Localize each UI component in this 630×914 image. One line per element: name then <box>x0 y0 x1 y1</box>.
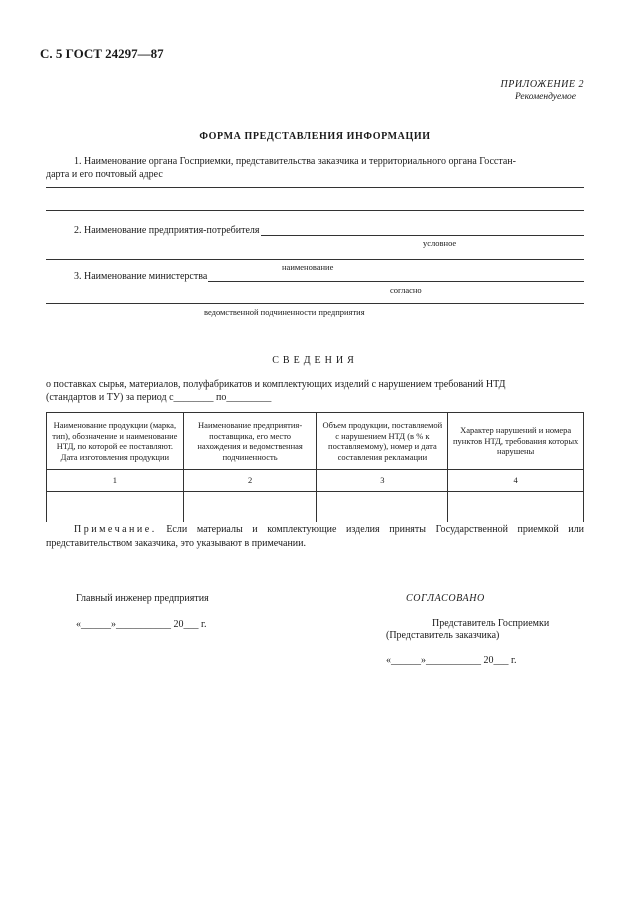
table-empty-cell <box>317 492 448 523</box>
item2-caption-2: наименование <box>282 262 334 272</box>
item1-line2: дарта и его почтовый адрес <box>46 169 163 180</box>
table-row <box>47 492 584 523</box>
representative-date: «______»___________ 20___ г. <box>386 655 517 666</box>
item2-row <box>74 225 584 236</box>
table-header-row <box>47 413 584 470</box>
table-empty-cell <box>47 492 184 523</box>
table-number-cell: 2 <box>183 470 317 492</box>
item2-label: 2. Наименование предприятия-потребителя <box>74 225 260 236</box>
chief-engineer-title: Главный инженер предприятия <box>76 593 209 604</box>
page-header: С. 5 ГОСТ 24297—87 <box>40 46 164 61</box>
blank-line <box>46 187 584 188</box>
representative-title-1: Представитель Госприемки <box>432 618 550 629</box>
blank-line <box>46 303 584 304</box>
note-text: Если материалы и комплектующие изделия приняты Государственной приемкой или представительством заказчика, это указывают в примечании. <box>46 524 585 549</box>
svedenia-line2: (стандартов и ТУ) за период с________ по_________ <box>46 392 272 403</box>
chief-engineer-date: «______»___________ 20___ г. <box>76 619 207 630</box>
data-table <box>46 412 584 522</box>
blank-line <box>46 210 584 211</box>
item2-fill-line <box>261 225 585 236</box>
table-header-cell: Объем продукции, поставляемой с нарушением НТД (в % к поставляемому), номер и дата составления рекламации <box>317 413 448 470</box>
note <box>46 523 584 551</box>
blank-line <box>46 259 584 260</box>
item2-caption-1: условное <box>423 238 457 248</box>
note-label: Примечание. <box>74 524 157 535</box>
table-number-cell: 1 <box>47 470 184 492</box>
item3-caption-1: согласно <box>390 285 422 295</box>
table-number-cell: 4 <box>448 470 584 492</box>
form-title: ФОРМА ПРЕДСТАВЛЕНИЯ ИНФОРМАЦИИ <box>199 131 431 142</box>
appendix-label: ПРИЛОЖЕНИЕ 2 <box>500 79 584 90</box>
svedenia-line1: о поставках сырья, материалов, полуфабрикатов и комплектующих изделий с нарушением требований НТД <box>46 379 506 390</box>
appendix-note: Рекомендуемое <box>514 92 576 102</box>
table-number-cell: 3 <box>317 470 448 492</box>
representative-title-2: (Представитель заказчика) <box>386 630 500 641</box>
item1-line1: 1. Наименование органа Госприемки, представительства заказчика и территориального органа Госстан- <box>74 156 516 167</box>
agreed-heading: СОГЛАСОВАНО <box>406 593 485 604</box>
item3-fill-line <box>208 271 584 282</box>
table-number-row <box>47 470 584 492</box>
table-header-cell: Наименование продукции (марка, тип), обозначение и наименование НТД, по которой ее поставляют. Дата изготовления продукции <box>47 413 184 470</box>
item3-caption-2: ведомственной подчиненности предприятия <box>204 307 365 317</box>
item3-row <box>74 271 584 282</box>
svedenia-title: СВЕДЕНИЯ <box>272 355 358 366</box>
item3-label: 3. Наименование министерства <box>74 271 208 282</box>
table-empty-cell <box>448 492 584 523</box>
table-header-cell: Характер нарушений и номера пунктов НТД, требования которых нарушены <box>448 413 584 470</box>
table-header-cell: Наименование предприятия-поставщика, его место нахождения и ведомственная подчиненность <box>183 413 317 470</box>
table-empty-cell <box>183 492 317 523</box>
